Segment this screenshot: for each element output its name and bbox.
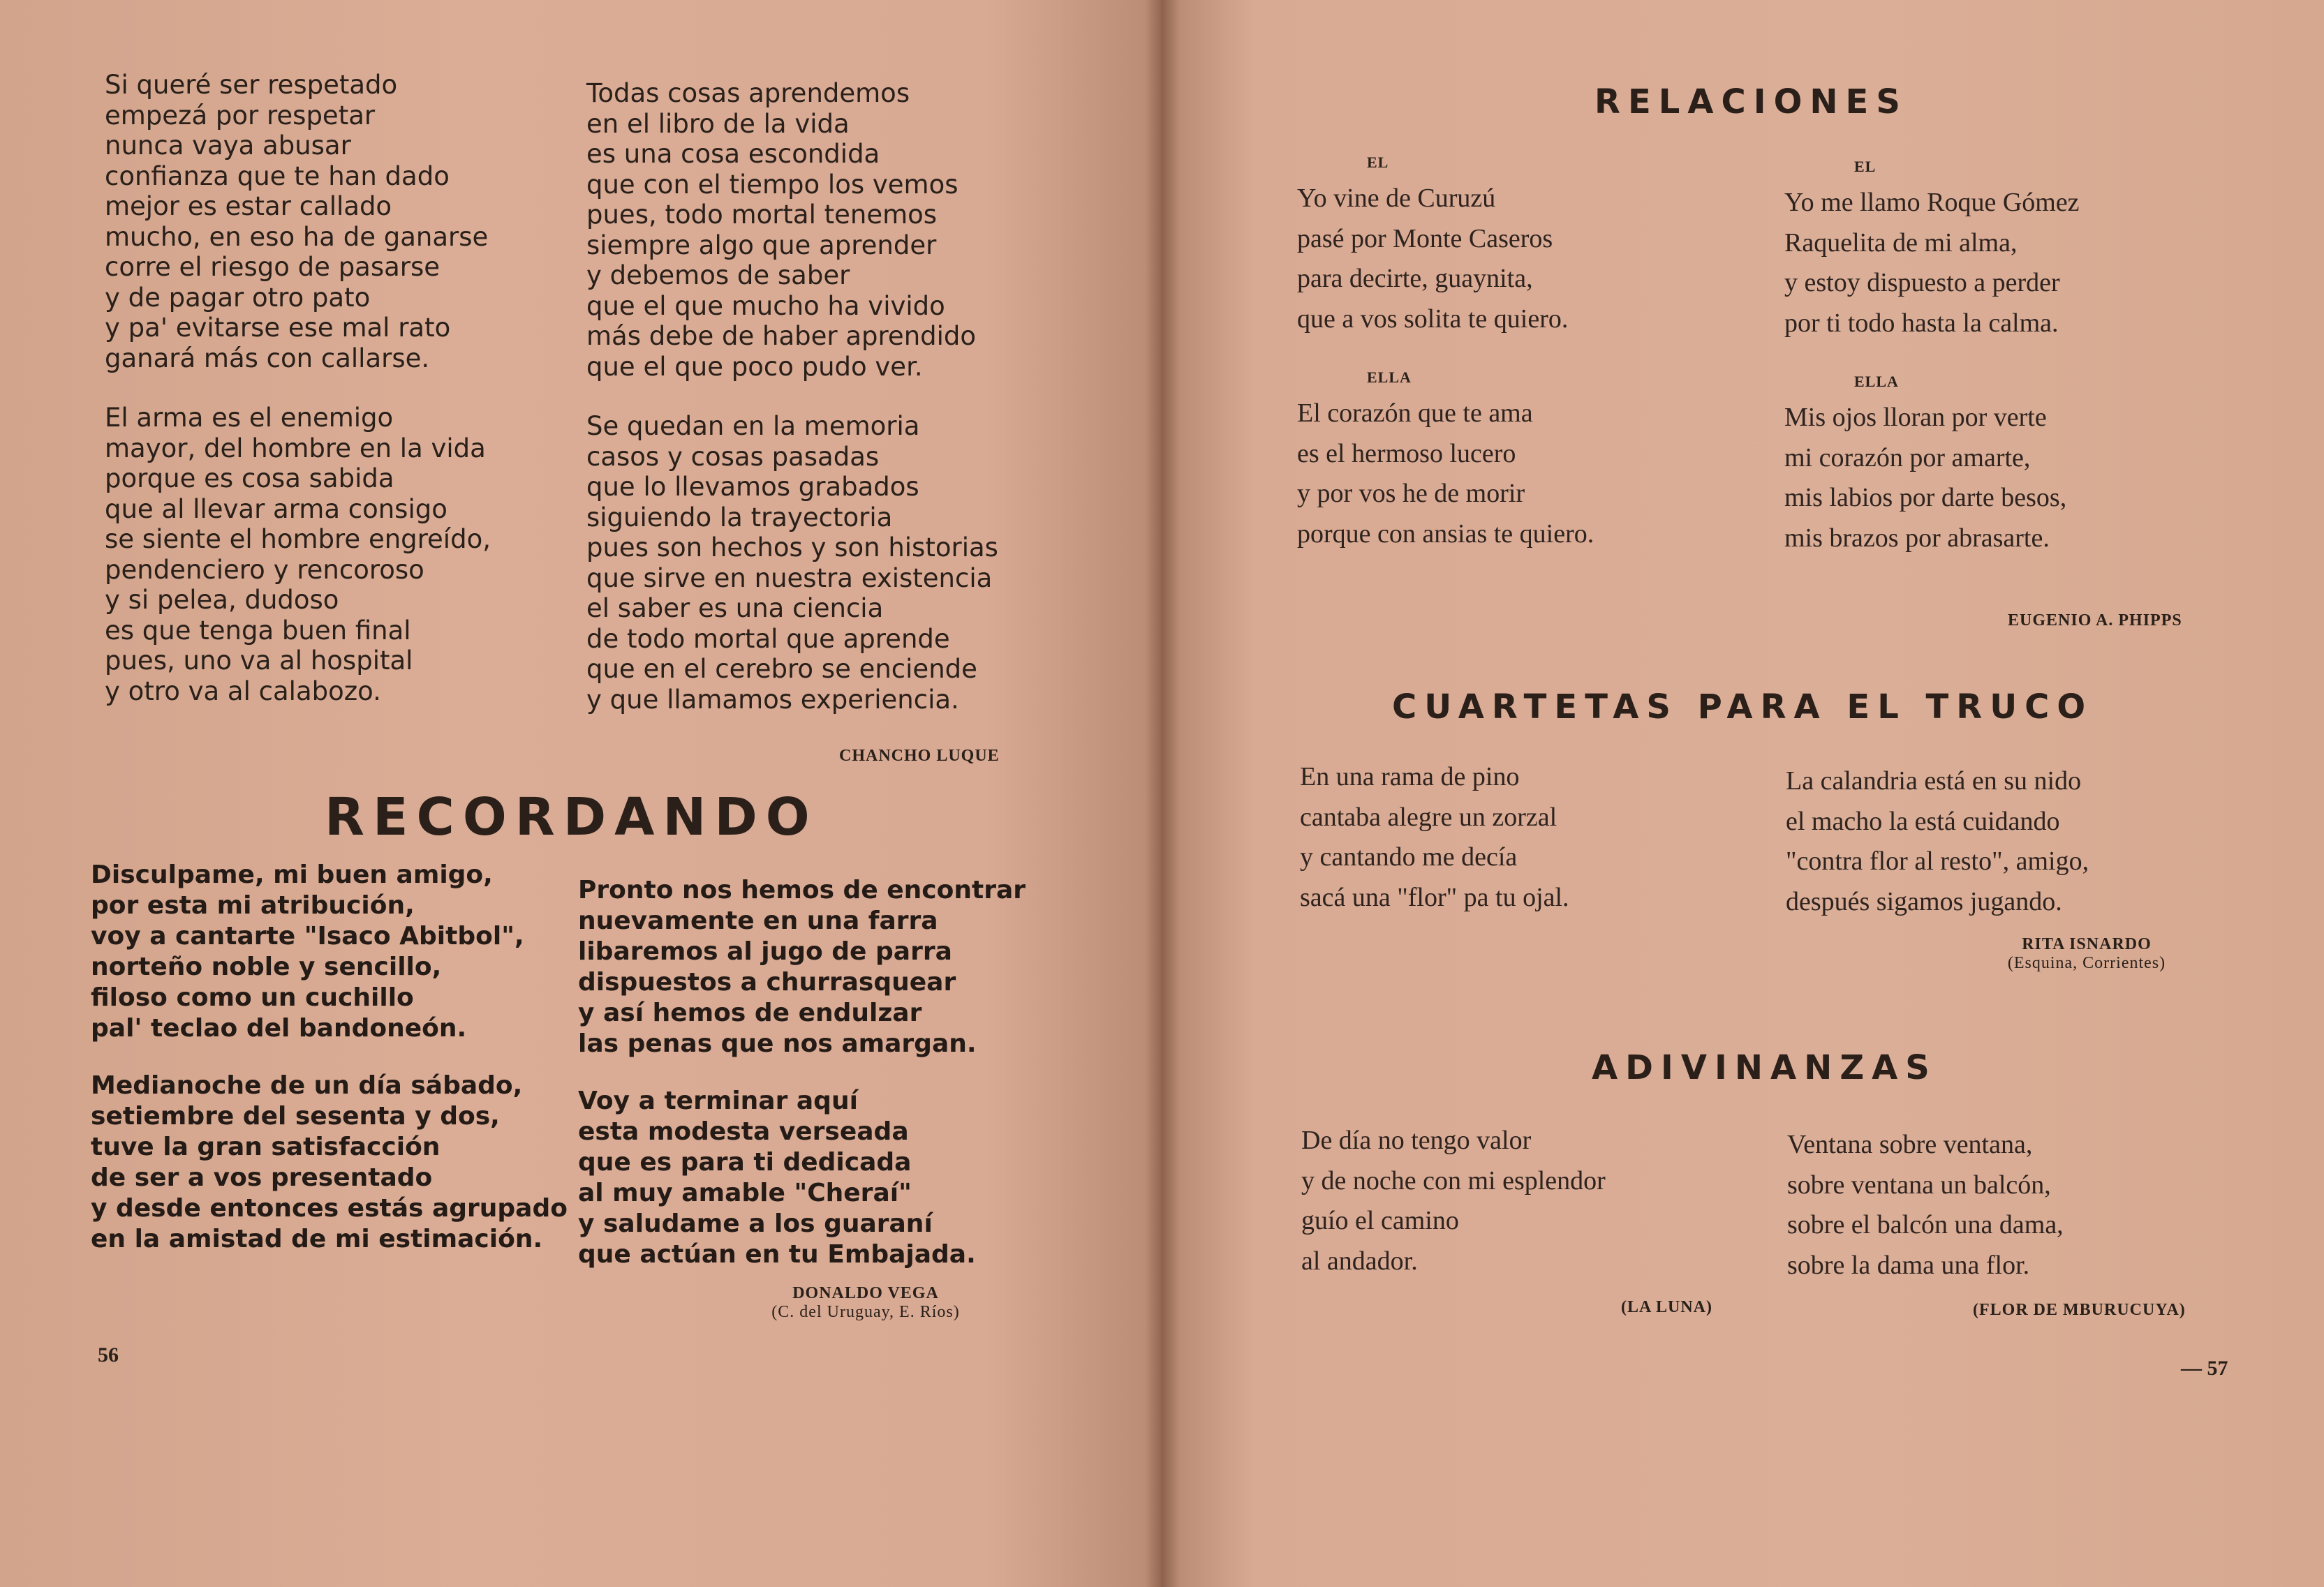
verse-line: las penas que nos amargan. bbox=[578, 1029, 977, 1058]
verse-line: Raquelita de mi alma, bbox=[1784, 228, 2018, 258]
verse-line: que lo llevamos grabados bbox=[586, 472, 919, 502]
verse-line: Todas cosas aprendemos bbox=[586, 78, 910, 108]
verse-line: pendenciero y rencoroso bbox=[105, 554, 424, 585]
verse-line: siguiendo la trayectoria bbox=[586, 502, 893, 532]
verse-line: Pronto nos hemos de encontrar bbox=[578, 876, 1026, 904]
verse-line: norteño noble y sencillo, bbox=[91, 953, 442, 981]
verse-line: de todo mortal que aprende bbox=[586, 623, 950, 654]
verse-line: y de noche con mi esplendor bbox=[1301, 1165, 1606, 1195]
verse-line: setiembre del sesenta y dos, bbox=[91, 1102, 500, 1131]
verse-line: que al llevar arma consigo bbox=[105, 493, 447, 524]
verse-line: por ti todo hasta la calma. bbox=[1784, 308, 2059, 338]
verse-line: y así hemos de endulzar bbox=[578, 999, 922, 1027]
verse-line: sobre ventana un balcón, bbox=[1787, 1170, 2051, 1200]
section-title: RECORDANDO bbox=[325, 787, 818, 847]
right-page bbox=[1162, 0, 2324, 1587]
verse-line: pasé por Monte Caseros bbox=[1297, 223, 1553, 253]
stanza bbox=[586, 411, 998, 715]
verse-line: y estoy dispuesto a perder bbox=[1784, 268, 2060, 297]
verse-line: más debe de haber aprendido bbox=[586, 321, 977, 351]
verse-line: que en el cerebro se enciende bbox=[586, 654, 977, 684]
verse-line: en la amistad de mi estimación. bbox=[91, 1225, 543, 1253]
verse-line: el saber es una ciencia bbox=[586, 593, 884, 623]
verse-line: y que llamamos experiencia. bbox=[586, 684, 959, 715]
speaker-label: EL bbox=[1367, 154, 1389, 171]
riddle-right bbox=[1787, 1125, 2064, 1286]
verse-line: De día no tengo valor bbox=[1301, 1126, 1532, 1155]
verse-line: empezá por respetar bbox=[105, 100, 376, 131]
verse-line: al muy amable "Cheraí" bbox=[578, 1179, 912, 1207]
verse-line: mis brazos por abrasarte. bbox=[1784, 523, 2050, 553]
verse-line: que con el tiempo los vemos bbox=[586, 169, 959, 200]
verse-line: Yo me llamo Roque Gómez bbox=[1784, 188, 2080, 217]
poem-column-left bbox=[1297, 154, 1594, 554]
speaker-label: EL bbox=[1854, 158, 1877, 175]
section-title: RELACIONES bbox=[1594, 82, 1908, 121]
verse-line: Voy a terminar aquí bbox=[578, 1087, 858, 1115]
verse-line: mucho, en eso ha de ganarse bbox=[105, 221, 489, 252]
verse-line: mis labios por darte besos, bbox=[1784, 483, 2067, 512]
verse-line: pal' teclao del bandoneón. bbox=[91, 1014, 467, 1043]
verse-line: y desde entonces estás agrupado bbox=[91, 1194, 568, 1223]
verse-line: y de pagar otro pato bbox=[105, 282, 371, 313]
verse-line: que sirve en nuestra existencia bbox=[586, 562, 993, 593]
verse-line: Se quedan en la memoria bbox=[586, 411, 920, 441]
verse-line: que a vos solita te quiero. bbox=[1297, 304, 1569, 334]
author-block bbox=[1971, 935, 2202, 973]
verse-line: y cantando me decía bbox=[1300, 842, 1518, 872]
poem-column-right bbox=[578, 875, 1026, 1270]
section-title: ADIVINANZAS bbox=[1592, 1048, 1937, 1087]
author-name: CHANCHO LUQUE bbox=[839, 747, 1000, 765]
verse-line: que el que poco pudo ver. bbox=[586, 351, 923, 382]
stanza bbox=[105, 70, 491, 373]
verse-line: y debemos de saber bbox=[586, 260, 850, 290]
verse-line: casos y cosas pasadas bbox=[586, 441, 880, 472]
author-name: EUGENIO A. PHIPPS bbox=[2008, 611, 2182, 629]
verse-line: corre el riesgo de pasarse bbox=[105, 252, 441, 282]
verse-line: de ser a vos presentado bbox=[91, 1163, 433, 1192]
speaker-label: ELLA bbox=[1854, 373, 1899, 390]
poem-column-left bbox=[105, 70, 491, 706]
verse-line: mi corazón por amarte, bbox=[1784, 442, 2031, 472]
verse-line: pues, uno va al hospital bbox=[105, 646, 413, 676]
verse-line: mayor, del hombre en la vida bbox=[105, 433, 486, 463]
verse-line: sacá una "flor" pa tu ojal. bbox=[1300, 882, 1569, 912]
verse-line: se siente el hombre engreído, bbox=[105, 524, 491, 554]
riddle-left bbox=[1301, 1121, 1606, 1281]
verse-line: y si pelea, dudoso bbox=[105, 585, 339, 615]
poem-column-left bbox=[91, 860, 568, 1255]
author-name: DONALDO VEGA bbox=[792, 1284, 939, 1302]
verse-line: En una rama de pino bbox=[1300, 762, 1520, 791]
author-block bbox=[733, 1284, 998, 1322]
verse-line: que actúan en tu Embajada. bbox=[578, 1240, 976, 1269]
verse-line: Yo vine de Curuzú bbox=[1297, 184, 1496, 213]
verse-line: confianza que te han dado bbox=[105, 161, 450, 191]
verse-line: por esta mi atribución, bbox=[91, 891, 415, 920]
stanza bbox=[1784, 183, 2080, 343]
author-place: (C. del Uruguay, E. Ríos) bbox=[771, 1303, 960, 1321]
verse-line: y por vos he de morir bbox=[1297, 479, 1525, 508]
page-number: — 57 bbox=[2181, 1357, 2228, 1380]
verse-line: es el hermoso lucero bbox=[1297, 438, 1516, 468]
verse-line: mejor es estar callado bbox=[105, 191, 392, 221]
poem-column-right bbox=[586, 78, 998, 715]
verse-line: después sigamos jugando. bbox=[1786, 886, 2062, 916]
verse-line: en el libro de la vida bbox=[586, 108, 850, 139]
verse-line: que el que mucho ha vivido bbox=[586, 290, 945, 321]
stanza bbox=[578, 875, 1026, 1059]
verse-line: y saludame a los guaraní bbox=[578, 1209, 933, 1238]
verse-line: cantaba alegre un zorzal bbox=[1300, 802, 1557, 832]
poem-column-left bbox=[1300, 757, 1569, 918]
stanza bbox=[586, 78, 998, 382]
verse-line: filoso como un cuchillo bbox=[91, 983, 414, 1012]
author-name: RITA ISNARDO bbox=[2022, 935, 2152, 953]
verse-line: ganará más con callarse. bbox=[105, 343, 430, 373]
stanza bbox=[1297, 179, 1594, 339]
verse-line: es una cosa escondida bbox=[586, 139, 880, 169]
verse-line: para decirte, guaynita, bbox=[1297, 264, 1533, 293]
page-number: 56 bbox=[98, 1343, 119, 1366]
verse-line: "contra flor al resto", amigo, bbox=[1786, 847, 2089, 876]
section-title: CUARTETAS PARA EL TRUCO bbox=[1392, 687, 2094, 727]
verse-line: pues, todo mortal tenemos bbox=[586, 200, 938, 230]
verse-line: Medianoche de un día sábado, bbox=[91, 1071, 523, 1100]
riddle-answer: (FLOR DE MBURUCUYA) bbox=[1973, 1301, 2186, 1319]
verse-line: sobre la dama una flor. bbox=[1787, 1250, 2030, 1280]
verse-line: es que tenga buen final bbox=[105, 615, 411, 646]
verse-line: siempre algo que aprender bbox=[586, 230, 937, 260]
verse-line: pues son hechos y son historias bbox=[586, 532, 998, 562]
verse-line: El arma es el enemigo bbox=[105, 403, 394, 433]
verse-line: el macho la está cuidando bbox=[1786, 806, 2060, 836]
stanza bbox=[1784, 398, 2080, 558]
verse-line: que es para ti dedicada bbox=[578, 1148, 912, 1177]
verse-line: y otro va al calabozo. bbox=[105, 676, 381, 706]
verse-line: voy a cantarte "Isaco Abitbol", bbox=[91, 922, 524, 951]
poem-column-right bbox=[1786, 761, 2089, 922]
stanza bbox=[578, 1086, 1026, 1270]
riddle-answer: (LA LUNA) bbox=[1621, 1298, 1713, 1316]
stanza bbox=[1297, 394, 1594, 554]
verse-line: nunca vaya abusar bbox=[105, 131, 351, 161]
verse-line: libaremos al jugo de parra bbox=[578, 937, 952, 966]
verse-line: sobre el balcón una dama, bbox=[1787, 1210, 2064, 1239]
verse-line: esta modesta verseada bbox=[578, 1117, 909, 1146]
verse-line: porque es cosa sabida bbox=[105, 463, 394, 493]
stanza bbox=[91, 1071, 568, 1255]
verse-line: Si queré ser respetado bbox=[105, 70, 398, 100]
speaker-label: ELLA bbox=[1367, 368, 1412, 386]
stanza bbox=[105, 403, 491, 706]
verse-line: Mis ojos lloran por verte bbox=[1784, 403, 2047, 432]
verse-line: nuevamente en una farra bbox=[578, 907, 938, 935]
verse-line: porque con ansias te quiero. bbox=[1297, 519, 1594, 549]
verse-line: Disculpame, mi buen amigo, bbox=[91, 860, 493, 889]
verse-line: Ventana sobre ventana, bbox=[1787, 1130, 2033, 1159]
poem-column-right bbox=[1784, 158, 2080, 558]
stanza bbox=[91, 860, 568, 1044]
verse-line: al andador. bbox=[1301, 1246, 1418, 1276]
verse-line: La calandria está en su nido bbox=[1786, 766, 2082, 796]
author-place: (Esquina, Corrientes) bbox=[2007, 954, 2166, 972]
verse-line: tuve la gran satisfacción bbox=[91, 1133, 441, 1161]
verse-line: y pa' evitarse ese mal rato bbox=[105, 313, 451, 343]
verse-line: guío el camino bbox=[1301, 1206, 1459, 1235]
book-gutter bbox=[1145, 0, 1180, 1587]
verse-line: dispuestos a churrasquear bbox=[578, 968, 956, 997]
verse-line: El corazón que te ama bbox=[1297, 398, 1533, 428]
